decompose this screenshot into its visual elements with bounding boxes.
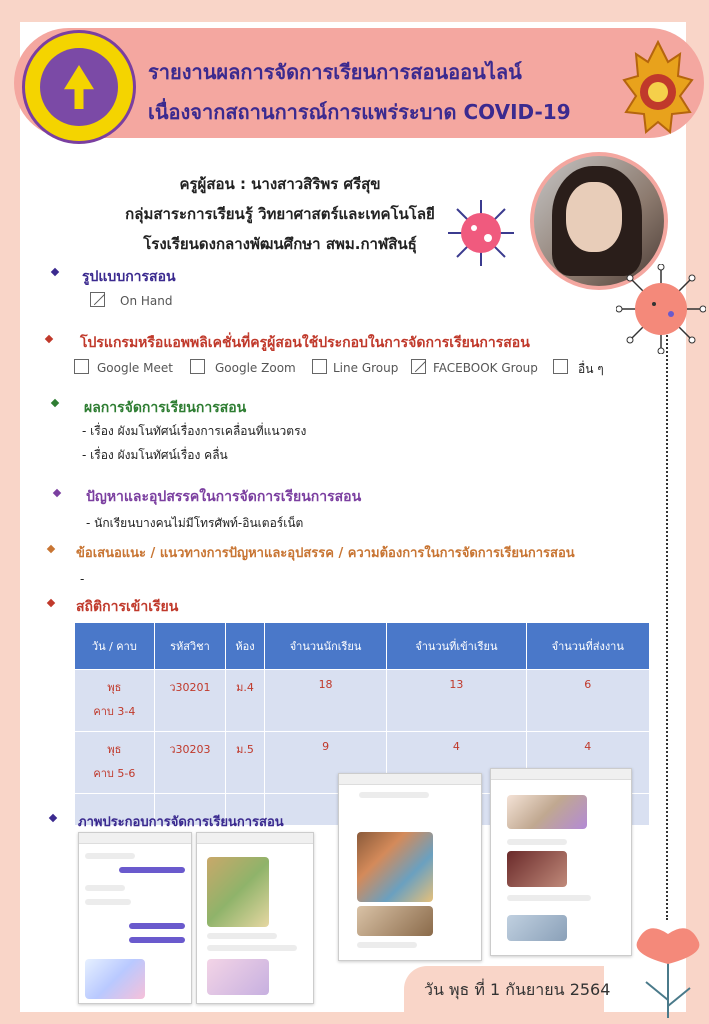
apps-title: โปรแกรมหรือแอพพลิเคชั่นที่ครูผู้สอนใช้ประกอบในการจัดการเรียนการสอน [80,335,530,351]
column-header: รหัสวิชา [154,623,225,670]
on-hand-label: On Hand [120,294,173,308]
school-seal-icon [22,30,136,144]
chat-screenshot-3 [338,773,482,961]
problem-item: - นักเรียนบางคนไม่มีโทรศัพท์-อินเตอร์เน็ต [86,516,304,530]
table-row [75,670,650,732]
format-title: รูปแบบการสอน [82,269,176,285]
result-item: - เรื่อง ผังมโนทัศน์เรื่องการเคลื่อนที่แนวตรง [82,424,307,438]
report-date: วัน พุธ ที่ 1 กันยายน 2564 [424,980,611,999]
virus-large-icon [616,264,706,354]
report-title-line2: เนื่องจากสถานการณ์การแพร่ระบาด COVID-19 [148,100,571,124]
line-group-checkbox[interactable] [312,359,327,374]
flower-icon [628,920,708,1020]
teacher-name: ครูผู้สอน : นางสาวสิริพร ศรีสุข [179,175,381,193]
line-group-label: Line Group [333,361,399,375]
google-zoom-checkbox[interactable] [190,359,205,374]
problems-title: ปัญหาและอุปสรรคในการจัดการเรียนการสอน [86,489,362,505]
table-header-row [75,623,650,670]
column-header: จำนวนที่ส่งงาน [526,623,649,670]
other-checkbox[interactable] [553,359,568,374]
column-header: ห้อง [226,623,265,670]
attended-cell: 4 [387,732,526,794]
subject-group: กลุ่มสาระการเรียนรู้ วิทยาศาสตร์และเทคโนโลยี [125,205,435,223]
attendance-title: สถิติการเข้าเรียน [76,599,179,615]
result-item: - เรื่อง ผังมโนทัศน์เรื่อง คลื่น [82,448,228,462]
date-badge [404,966,611,1012]
code-cell: ว30203 [154,732,225,794]
room-cell: ม.5 [226,732,265,794]
chat-screenshot-4 [490,768,632,956]
school-name: โรงเรียนดงกลางพัฒนศึกษา สพม.กาฬสินธุ์ [143,235,417,253]
day-cell: พุธ คาบ 3-4 [75,670,155,732]
ministry-emblem-icon [620,40,696,136]
facebook-group-checkbox[interactable] [411,359,426,374]
results-title: ผลการจัดการเรียนการสอน [84,400,247,416]
photos-title: ภาพประกอบการจัดการเรียนการสอน [78,815,284,830]
suggestions-title: ข้อเสนอแนะ / แนวทางการปัญหาและอุปสรรค / ความต้องการในการจัดการเรียนการสอน [76,546,575,561]
submitted-cell: 4 [526,732,649,794]
column-header: จำนวนที่เข้าเรียน [387,623,526,670]
code-cell: ว30201 [154,670,225,732]
day-cell: พุธ คาบ 5-6 [75,732,155,794]
attended-cell: 13 [387,670,526,732]
column-header: วัน / คาบ [75,623,155,670]
chat-screenshot-2 [196,832,314,1004]
room-cell: ม.4 [226,670,265,732]
dotted-line-decoration [666,320,668,920]
column-header: จำนวนนักเรียน [264,623,386,670]
students-cell: 9 [264,732,386,794]
google-meet-label: Google Meet [97,361,173,375]
submitted-cell: 6 [526,670,649,732]
on-hand-checkbox[interactable] [90,292,105,307]
students-cell: 18 [264,670,386,732]
suggestion-item: - [80,572,85,586]
chat-screenshot-1 [78,832,192,1004]
google-meet-checkbox[interactable] [74,359,89,374]
facebook-group-label: FACEBOOK Group [433,361,538,375]
virus-icon [446,198,516,268]
report-title-line1: รายงานผลการจัดการเรียนการสอนออนไลน์ [148,60,522,84]
google-zoom-label: Google Zoom [215,361,296,375]
other-label: อื่น ๆ [578,362,604,376]
